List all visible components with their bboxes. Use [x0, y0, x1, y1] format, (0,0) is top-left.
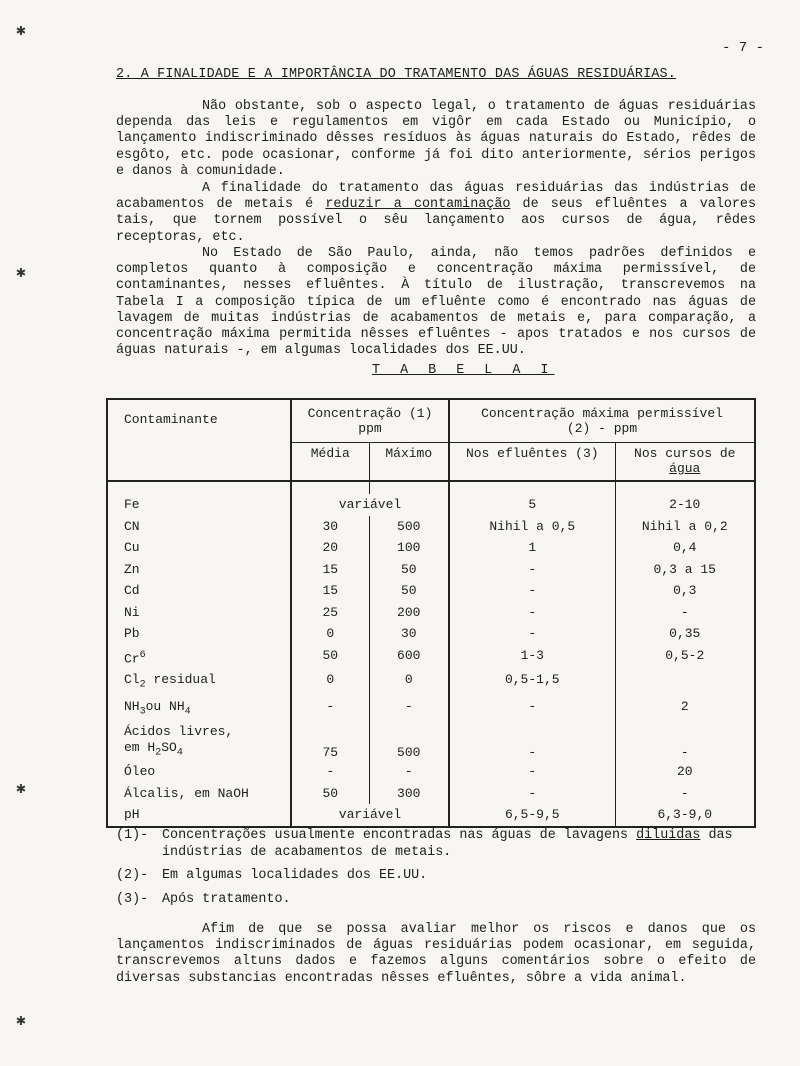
cell-maximo: -: [369, 761, 449, 783]
cell-nos-efluentes: -: [449, 783, 615, 805]
paragraph-3: [116, 246, 756, 359]
cell-concentracao: variável: [291, 804, 449, 827]
cell-maximo: 50: [369, 580, 449, 602]
cell-maximo: 30: [369, 623, 449, 645]
header-text: (2) - ppm: [566, 421, 638, 436]
contaminant-table: [106, 398, 756, 828]
header-concentracao-maxima: [449, 399, 755, 443]
table-row: [107, 537, 755, 559]
table-row: [107, 516, 755, 538]
cell-contaminant: Cu: [107, 537, 291, 559]
table-row: [107, 696, 755, 723]
cell-contaminant: Álcalis, em NaOH: [107, 783, 291, 805]
footnote-text-part: Concentrações usualmente encontradas nas águas de lavagens: [162, 828, 637, 843]
cell-nos-cursos: 0,4: [673, 540, 697, 555]
cell-media: 50: [291, 783, 369, 805]
punch-mark-icon: ✱: [16, 780, 26, 798]
cell-nos-efluentes: -: [449, 761, 615, 783]
cell-media: 75: [291, 724, 369, 762]
cell-media: 30: [291, 516, 369, 538]
cell-media: 50: [291, 645, 369, 670]
footnote-2: [116, 868, 766, 885]
cell-contaminant: Fe: [107, 494, 291, 516]
cell-nos-cursos: Nihil a 0,2: [641, 518, 728, 534]
cell-maximo: 500: [369, 516, 449, 538]
cell-nos-efluentes: 5: [449, 494, 615, 516]
cell-maximo: 500: [369, 724, 449, 762]
footnote-mark: (3)-: [116, 891, 149, 907]
cell-media: 0: [291, 669, 369, 696]
cell-nos-efluentes: -: [449, 559, 615, 581]
header-text: ppm: [358, 421, 382, 436]
cell-nos-cursos: 2: [680, 699, 689, 715]
footnote-text: [162, 828, 766, 861]
header-text: água: [669, 461, 701, 476]
cell-nos-efluentes: -: [449, 724, 615, 762]
table-row: [107, 783, 755, 805]
table-row: [107, 623, 755, 645]
cell-nos-cursos: 0,3: [673, 583, 697, 598]
cell-contaminant: CN: [107, 516, 291, 538]
cell-maximo: 0: [369, 669, 449, 696]
table-body: [107, 481, 755, 827]
cell-contaminant: Pb: [107, 623, 291, 645]
cell-nos-cursos: 0,3 a 15: [653, 561, 716, 577]
paragraph-2: [116, 181, 756, 246]
section-heading: 2. A FINALIDADE E A IMPORTÂNCIA DO TRATAMENTO DAS ÁGUAS RESIDUÁRIAS.: [116, 67, 677, 82]
cell-nos-efluentes: -: [449, 580, 615, 602]
cell-media: 20: [291, 537, 369, 559]
punch-mark-icon: ✱: [16, 264, 26, 282]
cell-nos-cursos: -: [680, 604, 689, 620]
paragraph-text: No Estado de São Paulo, ainda, não temos padrões definidos e completos quanto à composição e concentração máxima permissível, de contaminantes, nesses efluêntes. À título de ilustração, transcrevemos na Tabela I a composição típica de um efluênte como é encontrado nas águas de lavagem de muitas indústrias de acabamentos de metais e, para comparação, a concentração máxima permitida nêsses efluêntes - apos tratados e nos cursos de águas naturais -, em algumas localidades dos EE.UU.: [116, 246, 756, 359]
cell-nos-cursos: -: [680, 785, 689, 801]
cell-maximo: 200: [369, 602, 449, 624]
header-contaminante: Contaminante: [107, 399, 291, 481]
table-row: [107, 580, 755, 602]
footnote-text: Em algumas localidades dos EE.UU.: [162, 868, 428, 883]
cell-nos-efluentes: -: [449, 602, 615, 624]
header-media: Média: [291, 443, 369, 482]
cell-nos-efluentes: Nihil a 0,5: [449, 516, 615, 538]
cell-contaminant: $NH_3ou$ $NH_4$: [107, 696, 291, 723]
paragraph-4: [116, 922, 756, 987]
header-text: Concentração (1): [307, 406, 433, 421]
cell-nos-cursos: 20: [676, 764, 693, 780]
header-maximo: Máximo: [369, 443, 449, 482]
punch-mark-icon: ✱: [16, 1012, 26, 1030]
cell-media: 25: [291, 602, 369, 624]
cell-nos-cursos: 2-10: [669, 497, 701, 512]
cell-contaminant: Ni: [107, 602, 291, 624]
table-row: [107, 761, 755, 783]
cell-nos-cursos: [615, 669, 755, 696]
cell-media: -: [291, 761, 369, 783]
cell-concentracao: variável: [291, 494, 449, 516]
cell-maximo: 50: [369, 559, 449, 581]
footnote-mark: (2)-: [116, 868, 149, 883]
table-row: [107, 804, 755, 827]
paragraph-text-part: A finalidade do tratamento das águas residuárias das indústrias de acabamentos de metais é: [116, 181, 756, 213]
footnotes: [116, 828, 766, 915]
cell-contaminant: Cd: [107, 580, 291, 602]
cell-maximo: 600: [369, 645, 449, 670]
paragraph-text: [116, 181, 756, 246]
footnote-1: [116, 828, 766, 861]
cell-media: 15: [291, 580, 369, 602]
cell-media: -: [291, 696, 369, 723]
paragraph-text: Não obstante, sob o aspecto legal, o tratamento de águas residuárias dependa das leis e regulamentos em vigôr em cada Estado ou Município, o lançamento indiscriminado dêsses resíduos às águas naturais do Estado, rêdes de esgôto, etc. pode ocasionar, conforme já foi dito anteriormente, sérios perigos e danos à comunidade.: [116, 99, 756, 179]
footnote-mark: (1)-: [116, 828, 149, 843]
header-nos-efluentes: Nos efluêntes (3): [449, 443, 615, 482]
cell-nos-efluentes: 1-3: [449, 645, 615, 670]
table-row: [107, 559, 755, 581]
cell-media: 0: [291, 623, 369, 645]
footnote-3: [116, 892, 766, 909]
footnote-emphasis: diluidas: [636, 828, 701, 843]
punch-mark-icon: ✱: [16, 22, 26, 40]
header-nos-cursos: [615, 443, 755, 482]
footnote-text: Após tratamento.: [162, 891, 291, 907]
cell-contaminant: Óleo: [107, 761, 291, 783]
cell-contaminant: $Cl_2$ residual: [107, 669, 291, 696]
cell-nos-cursos: -: [680, 745, 689, 761]
emphasis-underline: reduzir a contaminação: [325, 197, 511, 213]
footnote-text-part: das indústrias de acabamentos de metais.: [162, 828, 733, 860]
table-title: T A B E L A I: [372, 363, 555, 378]
cell-nos-efluentes: -: [449, 696, 615, 723]
cell-media: 15: [291, 559, 369, 581]
cell-maximo: 100: [369, 537, 449, 559]
header-text: Concentração máxima permissível: [481, 406, 723, 421]
cell-nos-cursos: 0,35: [669, 626, 701, 641]
table-row: [107, 602, 755, 624]
cell-nos-efluentes: -: [449, 623, 615, 645]
paragraph-text: Afim de que se possa avaliar melhor os riscos e danos que os lançamentos indiscriminados de águas residuárias podem ocasionar, em seguida, transcrevemos altuns dados e fazemos alguns comentários sobre o efeito de diversas substancias encontradas nêsses efluêntes, sôbre a vida animal.: [116, 922, 756, 986]
table-row: [107, 669, 755, 696]
header-concentracao: [291, 399, 449, 443]
paragraph-1: [116, 99, 756, 180]
cell-nos-efluentes: 6,5-9,5: [449, 804, 615, 827]
cell-maximo: 300: [369, 783, 449, 805]
cell-nos-cursos: 6,3-9,0: [657, 807, 713, 823]
cell-nos-efluentes: 0,5-1,5: [449, 669, 615, 696]
cell-contaminant: Cr$^6$: [107, 645, 291, 670]
cell-contaminant: Zn: [107, 559, 291, 581]
page-number: - 7 -: [721, 40, 764, 56]
cell-contaminant: Ácidos livres, em $H_2SO_4$: [107, 724, 291, 762]
table-row: [107, 724, 755, 762]
header-text: Nos cursos de: [634, 446, 736, 461]
cell-nos-cursos: 0,5-2: [665, 647, 705, 663]
cell-nos-efluentes: 1: [449, 537, 615, 559]
table-row: [107, 645, 755, 670]
cell-contaminant: pH: [107, 804, 291, 827]
cell-maximo: -: [369, 696, 449, 723]
paragraph-text-part: de seus efluêntes a valores tais, que tornem possível o sêu lançamento aos cursos de água, rêdes receptoras, etc.: [116, 197, 757, 245]
table-row: [107, 494, 755, 516]
